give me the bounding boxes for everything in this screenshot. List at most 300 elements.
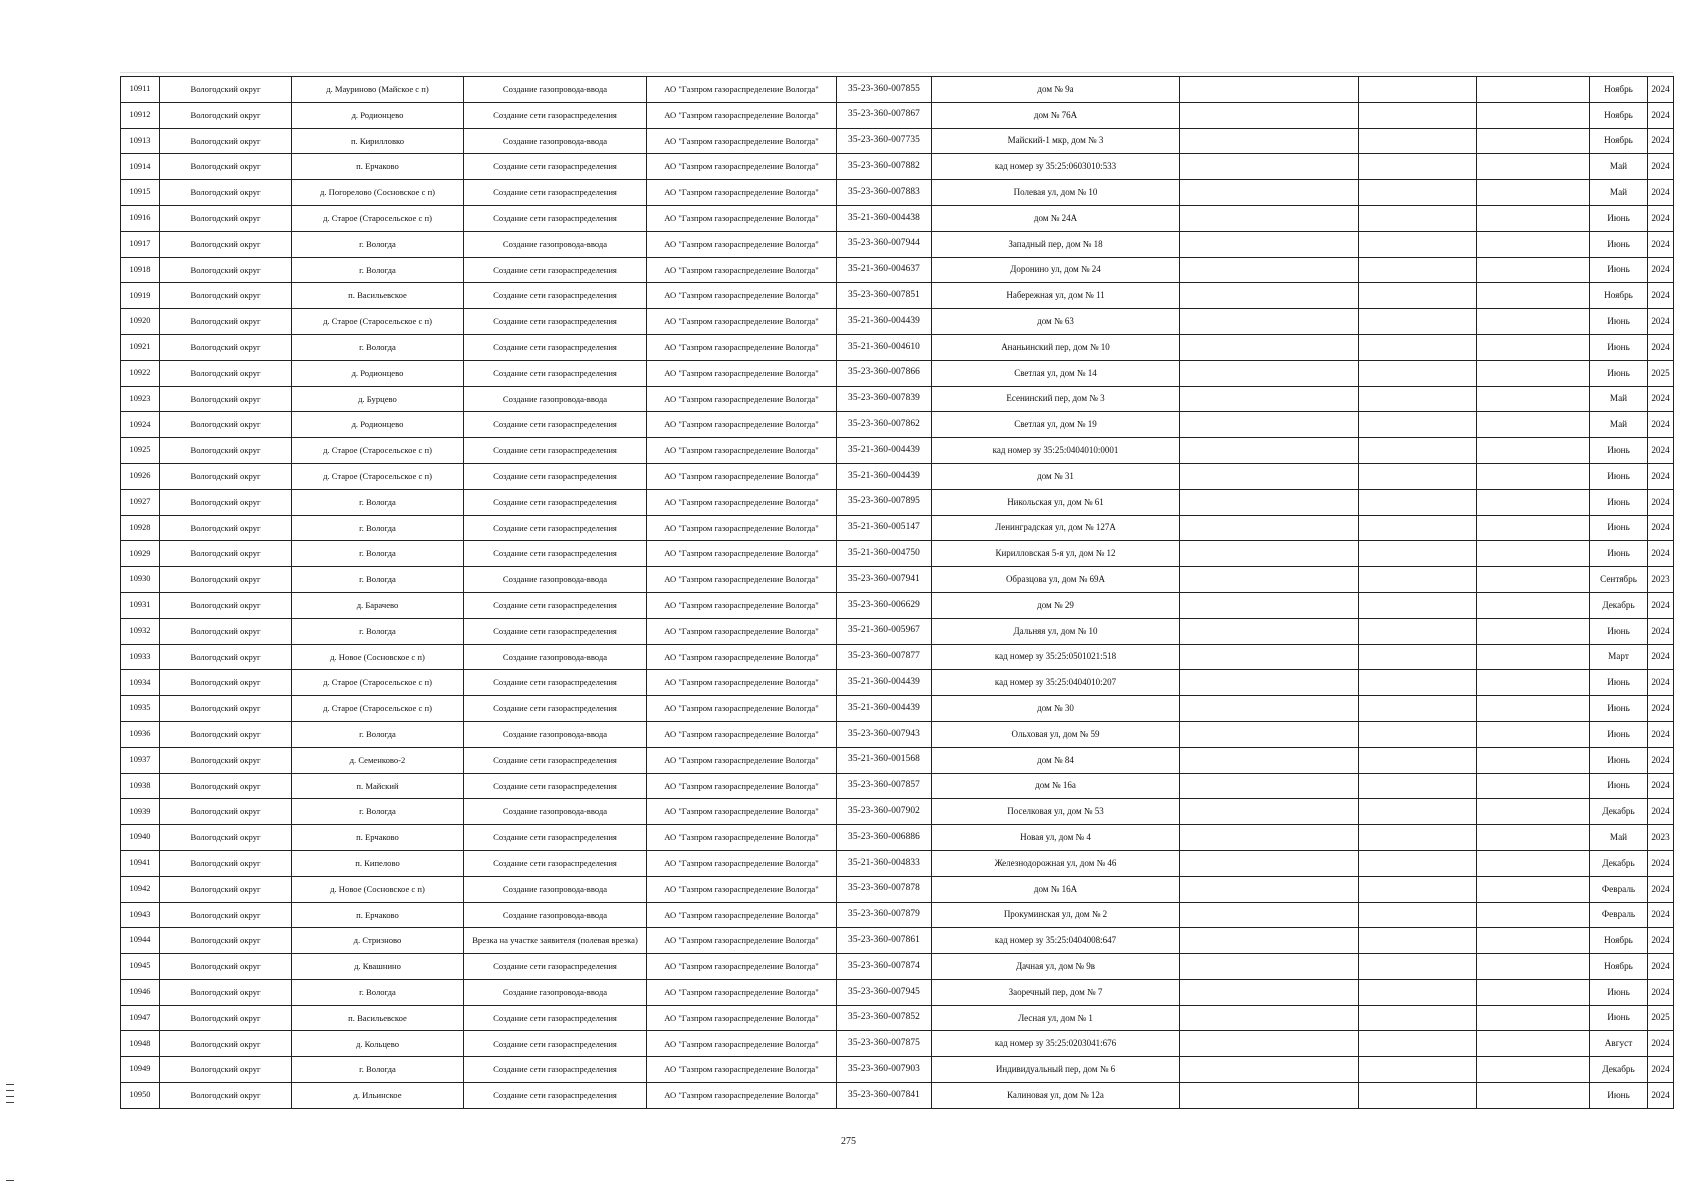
company-cell: АО "Газпром газораспределение Вологда" — [647, 850, 837, 876]
empty-cell — [1359, 463, 1477, 489]
company-cell: АО "Газпром газораспределение Вологда" — [647, 1083, 837, 1109]
year-cell: 2024 — [1648, 747, 1674, 773]
year-cell: 2024 — [1648, 309, 1674, 335]
district-cell: Вологодский округ — [160, 386, 292, 412]
address-cell: Доронино ул, дом № 24 — [932, 257, 1180, 283]
empty-cell — [1180, 1083, 1359, 1109]
table-row — [121, 128, 1674, 154]
application-code-cell: 35-23-360-007874 — [837, 954, 932, 980]
application-code-cell: 35-21-360-004439 — [837, 670, 932, 696]
empty-cell — [1359, 489, 1477, 515]
month-cell: Ноябрь — [1590, 954, 1648, 980]
month-cell: Ноябрь — [1590, 928, 1648, 954]
empty-cell — [1359, 128, 1477, 154]
settlement-cell: д. Старое (Старосельское с п) — [292, 309, 464, 335]
application-code-cell: 35-23-360-007862 — [837, 412, 932, 438]
empty-cell — [1477, 489, 1590, 515]
company-cell: АО "Газпром газораспределение Вологда" — [647, 825, 837, 851]
empty-cell — [1180, 773, 1359, 799]
row-number: 10932 — [121, 618, 160, 644]
empty-cell — [1477, 902, 1590, 928]
empty-cell — [1477, 1031, 1590, 1057]
empty-cell — [1477, 928, 1590, 954]
work-type-cell: Создание сети газораспределения — [464, 1057, 647, 1083]
margin-mark — [6, 1102, 14, 1103]
empty-cell — [1180, 721, 1359, 747]
empty-cell — [1180, 1031, 1359, 1057]
empty-cell — [1180, 412, 1359, 438]
district-cell: Вологодский округ — [160, 128, 292, 154]
settlement-cell: д. Новое (Сосновское с п) — [292, 876, 464, 902]
district-cell: Вологодский округ — [160, 360, 292, 386]
address-cell: Ананьинский пер, дом № 10 — [932, 334, 1180, 360]
row-number: 10935 — [121, 696, 160, 722]
empty-cell — [1359, 438, 1477, 464]
empty-cell — [1180, 567, 1359, 593]
margin-mark — [6, 1096, 14, 1097]
address-cell: дом № 16А — [932, 876, 1180, 902]
year-cell: 2024 — [1648, 463, 1674, 489]
address-cell: Дачная ул, дом № 9в — [932, 954, 1180, 980]
empty-cell — [1180, 876, 1359, 902]
month-cell: Февраль — [1590, 902, 1648, 928]
table-row — [121, 876, 1674, 902]
year-cell: 2024 — [1648, 334, 1674, 360]
row-number: 10937 — [121, 747, 160, 773]
address-cell: Индивидуальный пер, дом № 6 — [932, 1057, 1180, 1083]
scan-line-top — [120, 72, 1673, 73]
table-row — [121, 825, 1674, 851]
year-cell: 2024 — [1648, 799, 1674, 825]
row-number: 10943 — [121, 902, 160, 928]
month-cell: Август — [1590, 1031, 1648, 1057]
district-cell: Вологодский округ — [160, 309, 292, 335]
empty-cell — [1477, 463, 1590, 489]
application-code-cell: 35-23-360-007839 — [837, 386, 932, 412]
company-cell: АО "Газпром газораспределение Вологда" — [647, 309, 837, 335]
empty-cell — [1477, 1057, 1590, 1083]
work-type-cell: Создание газопровода-ввода — [464, 567, 647, 593]
company-cell: АО "Газпром газораспределение Вологда" — [647, 541, 837, 567]
district-cell: Вологодский округ — [160, 334, 292, 360]
address-cell: кад номер зу 35:25:0603010:533 — [932, 154, 1180, 180]
application-code-cell: 35-23-360-006629 — [837, 592, 932, 618]
empty-cell — [1477, 696, 1590, 722]
row-number: 10946 — [121, 979, 160, 1005]
row-number: 10945 — [121, 954, 160, 980]
settlement-cell: г. Вологда — [292, 231, 464, 257]
company-cell: АО "Газпром газораспределение Вологда" — [647, 77, 837, 103]
table-row — [121, 721, 1674, 747]
table-row — [121, 438, 1674, 464]
settlement-cell: д. Родионцево — [292, 360, 464, 386]
empty-cell — [1359, 850, 1477, 876]
work-type-cell: Создание сети газораспределения — [464, 1005, 647, 1031]
empty-cell — [1180, 747, 1359, 773]
empty-cell — [1359, 541, 1477, 567]
year-cell: 2024 — [1648, 102, 1674, 128]
address-cell: кад номер зу 35:25:0501021:518 — [932, 644, 1180, 670]
table-row — [121, 773, 1674, 799]
table-row — [121, 334, 1674, 360]
company-cell: АО "Газпром газораспределение Вологда" — [647, 489, 837, 515]
work-type-cell: Создание газопровода-ввода — [464, 902, 647, 928]
empty-cell — [1180, 541, 1359, 567]
empty-cell — [1359, 799, 1477, 825]
empty-cell — [1359, 231, 1477, 257]
table-row — [121, 670, 1674, 696]
year-cell: 2025 — [1648, 360, 1674, 386]
district-cell: Вологодский округ — [160, 154, 292, 180]
work-type-cell: Создание газопровода-ввода — [464, 644, 647, 670]
application-code-cell: 35-23-360-007875 — [837, 1031, 932, 1057]
company-cell: АО "Газпром газораспределение Вологда" — [647, 618, 837, 644]
empty-cell — [1477, 876, 1590, 902]
settlement-cell: п. Ерчаково — [292, 154, 464, 180]
gas-connections-table — [120, 76, 1674, 1109]
application-code-cell: 35-23-360-006886 — [837, 825, 932, 851]
month-cell: Июнь — [1590, 541, 1648, 567]
empty-cell — [1359, 360, 1477, 386]
application-code-cell: 35-21-360-004438 — [837, 205, 932, 231]
table-row — [121, 360, 1674, 386]
row-number: 10914 — [121, 154, 160, 180]
work-type-cell: Создание сети газораспределения — [464, 747, 647, 773]
empty-cell — [1359, 773, 1477, 799]
empty-cell — [1180, 850, 1359, 876]
settlement-cell: д. Новое (Сосновское с п) — [292, 644, 464, 670]
company-cell: АО "Газпром газораспределение Вологда" — [647, 463, 837, 489]
empty-cell — [1180, 670, 1359, 696]
company-cell: АО "Газпром газораспределение Вологда" — [647, 231, 837, 257]
margin-mark — [6, 1084, 14, 1085]
year-cell: 2024 — [1648, 670, 1674, 696]
application-code-cell: 35-23-360-007879 — [837, 902, 932, 928]
application-code-cell: 35-21-360-004750 — [837, 541, 932, 567]
application-code-cell: 35-23-360-007861 — [837, 928, 932, 954]
work-type-cell: Создание сети газораспределения — [464, 489, 647, 515]
district-cell: Вологодский округ — [160, 850, 292, 876]
table-row — [121, 1031, 1674, 1057]
district-cell: Вологодский округ — [160, 1083, 292, 1109]
empty-cell — [1359, 592, 1477, 618]
empty-cell — [1359, 1057, 1477, 1083]
year-cell: 2024 — [1648, 696, 1674, 722]
table-row — [121, 1057, 1674, 1083]
table-row — [121, 412, 1674, 438]
work-type-cell: Создание газопровода-ввода — [464, 128, 647, 154]
settlement-cell: г. Вологда — [292, 334, 464, 360]
application-code-cell: 35-23-360-007903 — [837, 1057, 932, 1083]
year-cell: 2024 — [1648, 592, 1674, 618]
year-cell: 2024 — [1648, 902, 1674, 928]
work-type-cell: Создание сети газораспределения — [464, 438, 647, 464]
year-cell: 2024 — [1648, 386, 1674, 412]
table-row — [121, 77, 1674, 103]
application-code-cell: 35-21-360-004439 — [837, 438, 932, 464]
company-cell: АО "Газпром газораспределение Вологда" — [647, 954, 837, 980]
empty-cell — [1180, 825, 1359, 851]
year-cell: 2024 — [1648, 541, 1674, 567]
empty-cell — [1180, 799, 1359, 825]
work-type-cell: Создание сети газораспределения — [464, 412, 647, 438]
settlement-cell: г. Вологда — [292, 721, 464, 747]
application-code-cell: 35-21-360-004637 — [837, 257, 932, 283]
empty-cell — [1359, 747, 1477, 773]
application-code-cell: 35-23-360-007852 — [837, 1005, 932, 1031]
row-number: 10950 — [121, 1083, 160, 1109]
year-cell: 2024 — [1648, 489, 1674, 515]
row-number: 10916 — [121, 205, 160, 231]
month-cell: Июнь — [1590, 231, 1648, 257]
row-number: 10941 — [121, 850, 160, 876]
company-cell: АО "Газпром газораспределение Вологда" — [647, 876, 837, 902]
month-cell: Май — [1590, 180, 1648, 206]
application-code-cell: 35-23-360-007851 — [837, 283, 932, 309]
address-cell: дом № 31 — [932, 463, 1180, 489]
empty-cell — [1180, 979, 1359, 1005]
month-cell: Июнь — [1590, 463, 1648, 489]
year-cell: 2024 — [1648, 283, 1674, 309]
company-cell: АО "Газпром газораспределение Вологда" — [647, 902, 837, 928]
table-row — [121, 799, 1674, 825]
settlement-cell: п. Кирилловко — [292, 128, 464, 154]
empty-cell — [1180, 515, 1359, 541]
row-number: 10915 — [121, 180, 160, 206]
settlement-cell: п. Ерчаково — [292, 902, 464, 928]
company-cell: АО "Газпром газораспределение Вологда" — [647, 180, 837, 206]
settlement-cell: д. Родионцево — [292, 102, 464, 128]
empty-cell — [1359, 102, 1477, 128]
empty-cell — [1477, 1083, 1590, 1109]
company-cell: АО "Газпром газораспределение Вологда" — [647, 644, 837, 670]
empty-cell — [1359, 77, 1477, 103]
work-type-cell: Создание сети газораспределения — [464, 309, 647, 335]
company-cell: АО "Газпром газораспределение Вологда" — [647, 1057, 837, 1083]
work-type-cell: Создание сети газораспределения — [464, 257, 647, 283]
month-cell: Июнь — [1590, 489, 1648, 515]
address-cell: Новая ул, дом № 4 — [932, 825, 1180, 851]
empty-cell — [1359, 283, 1477, 309]
year-cell: 2024 — [1648, 773, 1674, 799]
table-row — [121, 850, 1674, 876]
empty-cell — [1180, 257, 1359, 283]
work-type-cell: Создание газопровода-ввода — [464, 799, 647, 825]
address-cell: Лесная ул, дом № 1 — [932, 1005, 1180, 1031]
empty-cell — [1180, 77, 1359, 103]
empty-cell — [1477, 721, 1590, 747]
district-cell: Вологодский округ — [160, 928, 292, 954]
address-cell: дом № 24А — [932, 205, 1180, 231]
address-cell: дом № 9а — [932, 77, 1180, 103]
application-code-cell: 35-23-360-007866 — [837, 360, 932, 386]
table-row — [121, 1005, 1674, 1031]
empty-cell — [1359, 1031, 1477, 1057]
empty-cell — [1180, 902, 1359, 928]
row-number: 10939 — [121, 799, 160, 825]
district-cell: Вологодский округ — [160, 77, 292, 103]
settlement-cell: д. Стризново — [292, 928, 464, 954]
empty-cell — [1477, 180, 1590, 206]
settlement-cell: д. Погорелово (Сосновское с п) — [292, 180, 464, 206]
district-cell: Вологодский округ — [160, 515, 292, 541]
row-number: 10944 — [121, 928, 160, 954]
month-cell: Июнь — [1590, 618, 1648, 644]
work-type-cell: Создание сети газораспределения — [464, 154, 647, 180]
month-cell: Июнь — [1590, 747, 1648, 773]
work-type-cell: Создание сети газораспределения — [464, 954, 647, 980]
company-cell: АО "Газпром газораспределение Вологда" — [647, 696, 837, 722]
empty-cell — [1180, 154, 1359, 180]
settlement-cell: д. Бурцево — [292, 386, 464, 412]
empty-cell — [1359, 1005, 1477, 1031]
company-cell: АО "Газпром газораспределение Вологда" — [647, 1005, 837, 1031]
empty-cell — [1477, 257, 1590, 283]
month-cell: Июнь — [1590, 360, 1648, 386]
work-type-cell: Создание сети газораспределения — [464, 618, 647, 644]
table-row — [121, 928, 1674, 954]
empty-cell — [1180, 1005, 1359, 1031]
address-cell: Дальняя ул, дом № 10 — [932, 618, 1180, 644]
empty-cell — [1477, 334, 1590, 360]
application-code-cell: 35-21-360-004439 — [837, 309, 932, 335]
application-code-cell: 35-23-360-007855 — [837, 77, 932, 103]
work-type-cell: Создание газопровода-ввода — [464, 979, 647, 1005]
table-row — [121, 180, 1674, 206]
year-cell: 2024 — [1648, 876, 1674, 902]
empty-cell — [1359, 618, 1477, 644]
address-cell: Железнодорожная ул, дом № 46 — [932, 850, 1180, 876]
company-cell: АО "Газпром газораспределение Вологда" — [647, 928, 837, 954]
empty-cell — [1477, 154, 1590, 180]
year-cell: 2024 — [1648, 721, 1674, 747]
empty-cell — [1180, 283, 1359, 309]
work-type-cell: Создание газопровода-ввода — [464, 876, 647, 902]
empty-cell — [1359, 334, 1477, 360]
work-type-cell: Врезка на участке заявителя (полевая врезка) — [464, 928, 647, 954]
row-number: 10925 — [121, 438, 160, 464]
empty-cell — [1180, 489, 1359, 515]
empty-cell — [1359, 154, 1477, 180]
empty-cell — [1359, 205, 1477, 231]
address-cell: кад номер зу 35:25:0404008:647 — [932, 928, 1180, 954]
district-cell: Вологодский округ — [160, 102, 292, 128]
empty-cell — [1359, 928, 1477, 954]
address-cell: Полевая ул, дом № 10 — [932, 180, 1180, 206]
empty-cell — [1180, 231, 1359, 257]
empty-cell — [1180, 928, 1359, 954]
address-cell: Ленинградская ул, дом № 127А — [932, 515, 1180, 541]
district-cell: Вологодский округ — [160, 825, 292, 851]
empty-cell — [1359, 954, 1477, 980]
district-cell: Вологодский округ — [160, 618, 292, 644]
empty-cell — [1477, 541, 1590, 567]
month-cell: Июнь — [1590, 205, 1648, 231]
row-number: 10918 — [121, 257, 160, 283]
month-cell: Ноябрь — [1590, 77, 1648, 103]
month-cell: Июнь — [1590, 670, 1648, 696]
empty-cell — [1477, 799, 1590, 825]
district-cell: Вологодский округ — [160, 1031, 292, 1057]
year-cell: 2024 — [1648, 231, 1674, 257]
month-cell: Декабрь — [1590, 850, 1648, 876]
company-cell: АО "Газпром газораспределение Вологда" — [647, 515, 837, 541]
empty-cell — [1180, 438, 1359, 464]
year-cell: 2024 — [1648, 77, 1674, 103]
work-type-cell: Создание сети газораспределения — [464, 283, 647, 309]
empty-cell — [1477, 205, 1590, 231]
empty-cell — [1359, 902, 1477, 928]
work-type-cell: Создание сети газораспределения — [464, 773, 647, 799]
application-code-cell: 35-23-360-007945 — [837, 979, 932, 1005]
district-cell: Вологодский округ — [160, 205, 292, 231]
application-code-cell: 35-23-360-007943 — [837, 721, 932, 747]
table-row — [121, 567, 1674, 593]
month-cell: Июнь — [1590, 438, 1648, 464]
work-type-cell: Создание газопровода-ввода — [464, 231, 647, 257]
month-cell: Декабрь — [1590, 1057, 1648, 1083]
empty-cell — [1180, 463, 1359, 489]
year-cell: 2024 — [1648, 979, 1674, 1005]
settlement-cell: д. Ильинское — [292, 1083, 464, 1109]
address-cell: дом № 63 — [932, 309, 1180, 335]
district-cell: Вологодский округ — [160, 438, 292, 464]
table-row — [121, 954, 1674, 980]
month-cell: Ноябрь — [1590, 283, 1648, 309]
empty-cell — [1359, 386, 1477, 412]
settlement-cell: п. Кипелово — [292, 850, 464, 876]
district-cell: Вологодский округ — [160, 1005, 292, 1031]
empty-cell — [1180, 309, 1359, 335]
work-type-cell: Создание сети газораспределения — [464, 515, 647, 541]
table-row — [121, 257, 1674, 283]
work-type-cell: Создание сети газораспределения — [464, 1083, 647, 1109]
table-row — [121, 386, 1674, 412]
empty-cell — [1477, 438, 1590, 464]
district-cell: Вологодский округ — [160, 592, 292, 618]
month-cell: Июнь — [1590, 334, 1648, 360]
row-number: 10931 — [121, 592, 160, 618]
empty-cell — [1180, 592, 1359, 618]
row-number: 10920 — [121, 309, 160, 335]
settlement-cell: д. Барачево — [292, 592, 464, 618]
address-cell: кад номер зу 35:25:0404010:207 — [932, 670, 1180, 696]
application-code-cell: 35-21-360-001568 — [837, 747, 932, 773]
table-row — [121, 541, 1674, 567]
work-type-cell: Создание сети газораспределения — [464, 670, 647, 696]
address-cell: Набережная ул, дом № 11 — [932, 283, 1180, 309]
address-cell: Поселковая ул, дом № 53 — [932, 799, 1180, 825]
district-cell: Вологодский округ — [160, 876, 292, 902]
table-row — [121, 205, 1674, 231]
application-code-cell: 35-23-360-007941 — [837, 567, 932, 593]
year-cell: 2025 — [1648, 1005, 1674, 1031]
settlement-cell: г. Вологда — [292, 567, 464, 593]
address-cell: дом № 29 — [932, 592, 1180, 618]
year-cell: 2024 — [1648, 180, 1674, 206]
address-cell: Кирилловская 5-я ул, дом № 12 — [932, 541, 1180, 567]
row-number: 10927 — [121, 489, 160, 515]
row-number: 10930 — [121, 567, 160, 593]
empty-cell — [1359, 567, 1477, 593]
table-row — [121, 489, 1674, 515]
settlement-cell: д. Старое (Старосельское с п) — [292, 205, 464, 231]
company-cell: АО "Газпром газораспределение Вологда" — [647, 1031, 837, 1057]
empty-cell — [1359, 721, 1477, 747]
row-number: 10934 — [121, 670, 160, 696]
district-cell: Вологодский округ — [160, 670, 292, 696]
company-cell: АО "Газпром газораспределение Вологда" — [647, 438, 837, 464]
